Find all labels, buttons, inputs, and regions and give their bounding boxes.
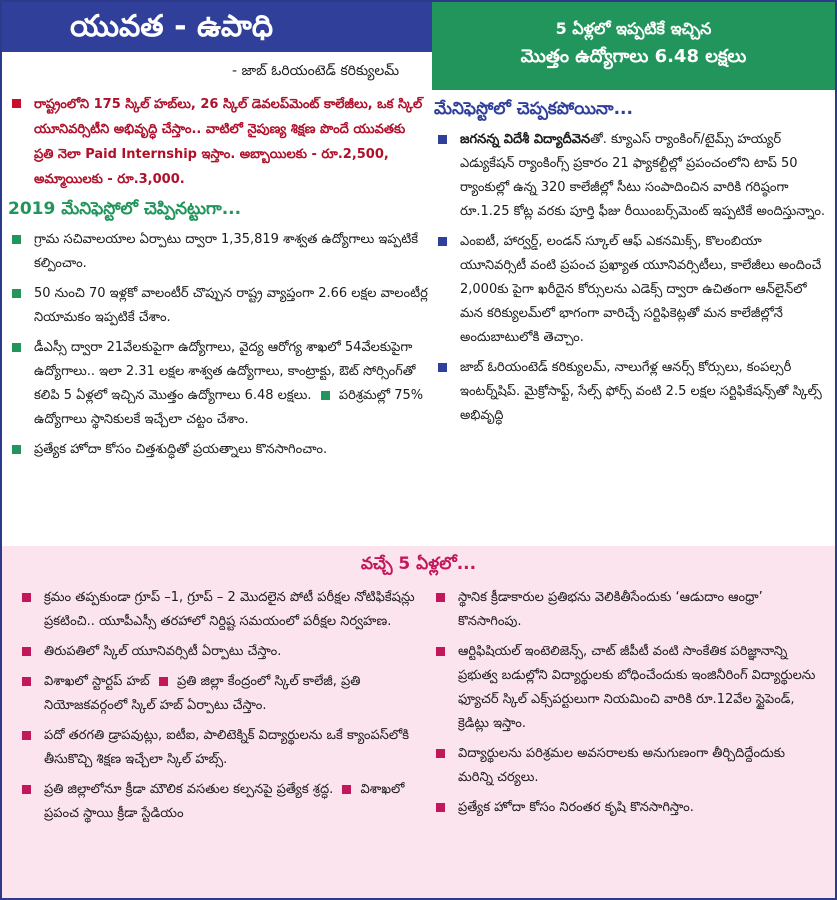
list-item bbox=[18, 724, 418, 772]
list-item-text: విశాఖలో ప్రపంచ స్థాయి క్రీడా స్టేడియం bbox=[44, 782, 405, 821]
page-title: యువత - ఉపాధి bbox=[2, 2, 432, 52]
banner-line-1: 5 ఏళ్లలో ఇప్పటికే ఇచ్చిన bbox=[555, 19, 712, 38]
list-item-text: విద్యార్థులను పరిశ్రమల అవసరాలకు అనుగుణంగా తీర్చిదిద్దేందుకు మరిన్ని చర్యలు. bbox=[458, 746, 786, 785]
list-item-text: ప్రతి జిల్లాలోనూ క్రీడా మౌలిక వసతుల కల్పనపై ప్రత్యేక శ్రద్ధ. bbox=[44, 782, 334, 797]
future-left-column bbox=[18, 586, 418, 832]
square-bullet-icon bbox=[12, 445, 21, 454]
square-bullet-icon bbox=[12, 99, 21, 108]
list-item bbox=[18, 640, 418, 664]
list-item bbox=[432, 742, 824, 790]
square-bullet-icon bbox=[12, 235, 21, 244]
list-item bbox=[8, 228, 428, 276]
square-bullet-icon bbox=[436, 593, 445, 602]
intro-text: రాష్ట్రంలోని 175 స్కిల్ హబ్‌లు, 26 స్కిల్ డెవలప్‌మెంట్ కాలేజీలు, ఒక స్కిల్ యూనివర్సిటీని అభివృద్ధి చేస్తాం.. వాటిలో నైపుణ్య శిక్షణ పొందే యువతకు ప్రతి నెలా Paid Internship ఇస్తాం. అబ్బాయిలకు - రూ.2,500, అమ్మాయిలకు - రూ.3,000. bbox=[34, 97, 423, 187]
left-column bbox=[8, 92, 428, 468]
square-bullet-icon bbox=[22, 647, 31, 656]
list-item-text: గ్రామ సచివాలయాల ఏర్పాటు ద్వారా 1,35,819 శాశ్వత ఉద్యోగాలు ఇప్పటికే కల్పించాం. bbox=[34, 232, 419, 271]
list-item bbox=[434, 356, 826, 428]
list-item-text: ప్రతి జిల్లా కేంద్రంలో స్కిల్ కాలేజీ, ప్రతి నియోజకవర్గంలో స్కిల్ హబ్ ఏర్పాటు చేస్తాం. bbox=[44, 674, 361, 713]
square-bullet-icon bbox=[438, 237, 447, 246]
not-in-manifesto-heading: మేనిఫెస్టోలో చెప్పకపోయినా... bbox=[434, 99, 633, 119]
list-item-text: పరిశ్రమల్లో 75% ఉద్యోగాలు స్థానికులకే ఇచ్చేలా చట్టం చేశాం. bbox=[34, 388, 424, 427]
square-bullet-icon bbox=[159, 677, 168, 686]
page-subtitle: - జాబ్ ఓరియంటెడ్ కరిక్యులమ్ bbox=[232, 63, 400, 79]
next-5-years-section bbox=[2, 546, 835, 898]
list-item-text: ప్రత్యేక హోదా కోసం చిత్తశుద్ధితో ప్రయత్నాలు కొనసాగించాం. bbox=[34, 442, 328, 457]
list-item-text: ఆర్టిఫిషియల్ ఇంటెలిజెన్స్, చాట్ జీపీటీ వంటి సాంకేతిక పరిజ్ఞానాన్ని ప్రభుత్వ బడుల్లోని విద్యార్థులకు బోధించేందుకు ఇంజినీరింగ్ విద్యార్థులను ఫ్యూచర్ స్కిల్ ఎక్స్‌పర్టులుగా నియమించి వారికి రూ.12వేల స్టైపెండ్, క్రెడిట్లు ఇస్తాం. bbox=[458, 644, 816, 731]
intro-item bbox=[8, 92, 428, 192]
next-5-years-heading: వచ్చే 5 ఏళ్లలో... bbox=[360, 554, 477, 574]
scheme-name: జగనన్న విదేశీ విద్యాదీవెన bbox=[460, 132, 591, 147]
square-bullet-icon bbox=[436, 647, 445, 656]
list-item bbox=[432, 796, 824, 820]
list-item bbox=[18, 778, 418, 826]
header-left bbox=[2, 2, 432, 90]
list-item bbox=[8, 438, 428, 462]
square-bullet-icon bbox=[438, 363, 447, 372]
list-item-text: క్రమం తప్పకుండా గ్రూప్ –1, గ్రూప్ – 2 మొదలైన పోటీ పరీక్షల నోటిఫికేషన్లు ప్రకటించి.. యూపీఎస్సీ తరహాలో నిర్దిష్ట సమయంలో పరీక్షల నిర్వహణ. bbox=[44, 590, 415, 629]
list-item bbox=[8, 282, 428, 330]
list-item bbox=[8, 336, 428, 432]
list-item-text: జాబ్ ఓరియంటెడ్ కరిక్యులమ్, నాలుగేళ్ల ఆనర్స్ కోర్సులు, కంపల్సరీ ఇంటర్న్‌షిప్. మైక్రోసాఫ్ట్, సేల్స్ ఫోర్స్ వంటి 2.5 లక్షల సర్టిఫికేషన్స్‌తో స్కిల్స్ అభివృద్ధి bbox=[460, 360, 822, 423]
square-bullet-icon bbox=[436, 803, 445, 812]
square-bullet-icon bbox=[22, 785, 31, 794]
square-bullet-icon bbox=[436, 749, 445, 758]
list-item bbox=[434, 230, 826, 350]
list-item bbox=[432, 640, 824, 736]
list-item-text: తో. క్యూఎస్ ర్యాంకింగ్/టైమ్స్ హయ్యర్ ఎడ్యుకేషన్ ర్యాంకింగ్స్ ప్రకారం 21 ఫ్యాకల్టీల్లో ప్రపంచంలోని టాప్ 50 ర్యాంకుల్లో ఉన్న 320 కాలేజీల్లో సీటు సంపాదించిన వారికి గరిష్ఠంగా రూ.1.25 కోట్ల వరకు పూర్తి ఫీజు రీయింబర్స్‌మెంట్ ఇప్పటికే అందిస్తున్నాం. bbox=[460, 132, 826, 219]
list-item bbox=[18, 670, 418, 718]
list-item-text: తిరుపతిలో స్కిల్ యూనివర్సిటీ ఏర్పాటు చేస్తాం. bbox=[44, 644, 282, 659]
manifesto-2019-heading: 2019 మేనిఫెస్టోలో చెప్పినట్టుగా... bbox=[8, 199, 242, 219]
future-right-column bbox=[432, 586, 824, 826]
list-item-text: ప్రత్యేక హోదా కోసం నిరంతర కృషి కొనసాగిస్తాం. bbox=[458, 800, 694, 815]
square-bullet-icon bbox=[22, 677, 31, 686]
square-bullet-icon bbox=[22, 593, 31, 602]
square-bullet-icon bbox=[342, 785, 351, 794]
list-item-text: స్థానిక క్రీడాకారుల ప్రతిభను వెలికితీసేందుకు ‘ఆడుదాం ఆంధ్రా’ కొనసాగింపు. bbox=[458, 590, 763, 629]
list-item-text: 50 నుంచి 70 ఇళ్లకో వాలంటీర్ చొప్పున రాష్ట్ర వ్యాప్తంగా 2.66 లక్షల వాలంటీర్ల నియామకం ఇప్పటికే చేశాం. bbox=[34, 286, 428, 325]
list-item bbox=[18, 586, 418, 634]
header-jobs-banner bbox=[432, 2, 835, 90]
list-item-text: డీఎస్సీ ద్వారా 21వేలకుపైగా ఉద్యోగాలు, వైద్య ఆరోగ్య శాఖలో 54వేలకుపైగా ఉద్యోగాలు.. ఇలా 2.31 లక్షల శాశ్వత ఉద్యోగాలు, కాంట్రాక్టు, ఔట్ సోర్సింగ్‌తో కలిపి 5 ఏళ్లలో ఇచ్చిన మొత్తం ఉద్యోగాలు 6.48 లక్షలు. bbox=[34, 340, 416, 403]
square-bullet-icon bbox=[12, 343, 21, 352]
list-item-text: విశాఖలో స్టార్టప్ హబ్ bbox=[44, 674, 150, 689]
list-item bbox=[432, 586, 824, 634]
right-column bbox=[434, 92, 826, 434]
square-bullet-icon bbox=[12, 289, 21, 298]
list-item-text: పదో తరగతి డ్రాపవుట్లు, ఐటీఐ, పాలిటెక్నిక్ విద్యార్థులను ఒకే క్యాంపస్‌లోకి తీసుకొచ్చి శిక్షణ ఇచ్చేలా స్కిల్ హబ్స్. bbox=[44, 728, 410, 767]
square-bullet-icon bbox=[438, 135, 447, 144]
banner-line-2: మొత్తం ఉద్యోగాలు 6.48 లక్షలు bbox=[520, 46, 747, 67]
list-item bbox=[434, 128, 826, 224]
square-bullet-icon bbox=[22, 731, 31, 740]
square-bullet-icon bbox=[321, 391, 330, 400]
list-item-text: ఎంఐటీ, హార్వర్డ్, లండన్ స్కూల్ ఆఫ్ ఎకనమిక్స్, కొలంబియా యూనివర్సిటీ వంటి ప్రపంచ ప్రఖ్యాత యూనివర్సిటీలు, కాలేజీలు అందించే 2,000కు పైగా ఖరీదైన కోర్సులను ఎడెక్స్ ద్వారా ఉచితంగా ఆన్‌లైన్‌లో మన కరిక్యులమ్‌లో భాగంగా వారిచ్చే సర్టిఫికెట్లతో మన కాలేజీల్లోనే అందుబాటులోకి తెచ్చాం. bbox=[460, 234, 822, 345]
